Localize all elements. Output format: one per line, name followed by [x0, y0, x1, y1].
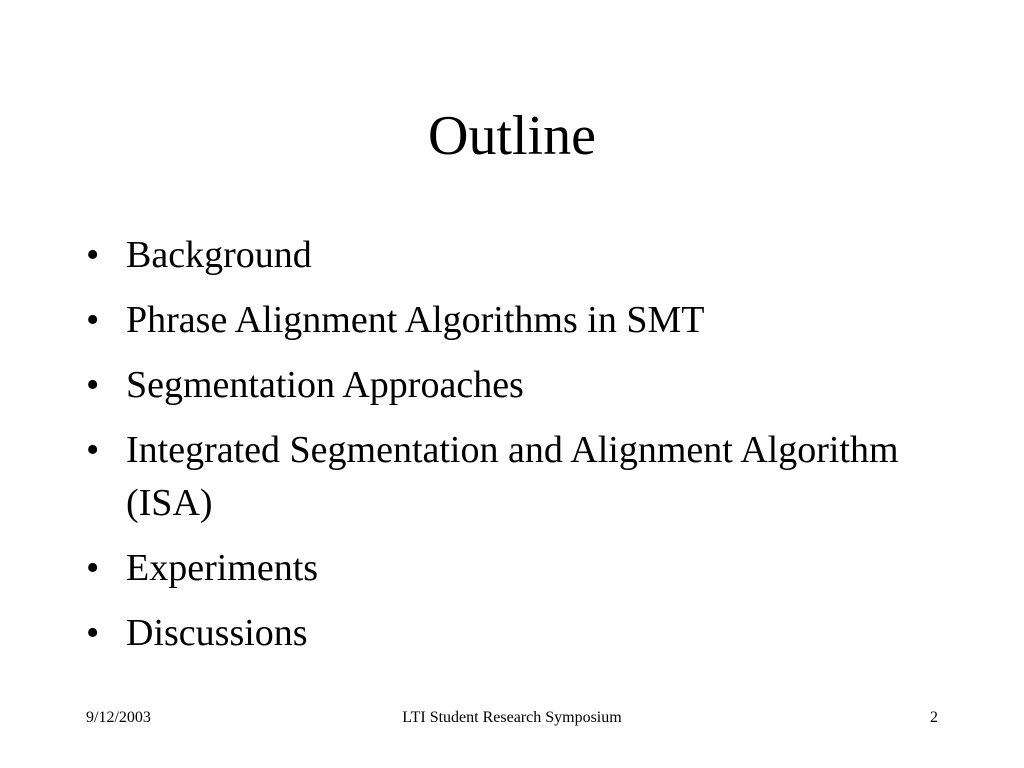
list-item: [86, 294, 946, 347]
bullet-icon: •: [86, 547, 100, 589]
bullet-icon: •: [86, 299, 100, 341]
footer-date: 9/12/2003: [86, 709, 151, 726]
bullet-icon: •: [86, 364, 100, 406]
list-item: [86, 359, 946, 412]
list-item: [86, 607, 946, 660]
list-item-text: Segmentation Approaches: [126, 364, 524, 406]
list-item-text: Background: [126, 234, 312, 276]
list-item: [86, 542, 946, 595]
footer-page-number: 2: [930, 709, 938, 726]
bullet-icon: •: [86, 429, 100, 471]
list-item-text: Phrase Alignment Algorithms in SMT: [126, 299, 705, 341]
outline-list: [86, 229, 946, 672]
list-item-text: Discussions: [126, 612, 308, 654]
list-item-text: Integrated Segmentation and Alignment Algorithm (ISA): [126, 429, 899, 524]
list-item-text: Experiments: [126, 547, 319, 589]
list-item: [86, 229, 946, 282]
bullet-icon: •: [86, 612, 100, 654]
bullet-icon: •: [86, 234, 100, 276]
footer-event-title: LTI Student Research Symposium: [402, 709, 622, 726]
slide-title: Outline: [428, 105, 596, 167]
list-item: [86, 424, 946, 530]
